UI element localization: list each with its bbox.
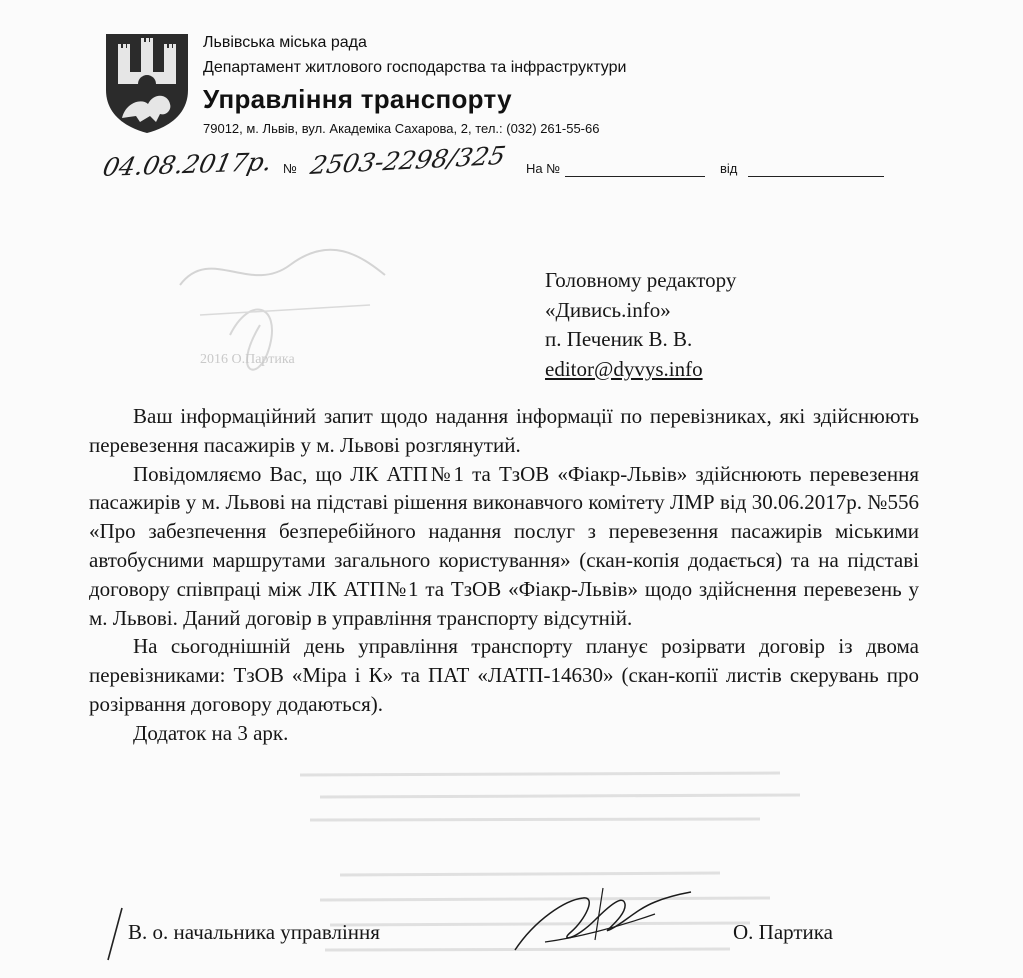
handwritten-reg-number: 2503-2298/325 (308, 140, 508, 181)
reference-date-label: від (720, 161, 738, 176)
addressee-position: Головному редактору (545, 268, 737, 292)
reference-number-label: На № (526, 161, 561, 176)
reference-number-blank (565, 176, 705, 177)
body-paragraph-3: На сьогоднішній день управління транспорту планує розірвати договір із двома перевізниками: ТзОВ «Міра і К» та ПАТ «ЛАТП-14630» (скан-копії листів скерувань про розірвання договору додаються). (89, 634, 919, 716)
handwritten-date: 04.08.2017р. (100, 147, 275, 182)
signatory-name: О. Партика (733, 920, 833, 944)
lviv-coat-of-arms-icon (104, 32, 190, 134)
bleed-through-text: 2016 О.Партика (200, 352, 295, 367)
registration-line (100, 140, 900, 182)
addressee-email-link[interactable]: editor@dyvys.info (545, 356, 703, 381)
addressee-block (545, 266, 736, 384)
letter-body (89, 402, 919, 748)
unit-address: 79012, м. Львів, вул. Академіка Сахарова, 2, тел.: (032) 261-55-66 (203, 121, 600, 136)
council-name: Львівська міська рада (203, 34, 367, 51)
signatory-title: В. о. начальника управління (128, 920, 380, 944)
number-label: № (283, 161, 297, 176)
department-name: Департамент житлового господарства та інфраструктури (203, 59, 627, 76)
addressee-name: п. Печеник В. В. (545, 327, 693, 351)
reference-date-blank (748, 176, 884, 177)
handwritten-signature (505, 880, 695, 960)
addressee-outlet: «Дивись.info» (545, 297, 671, 322)
signature-slash-mark (104, 906, 126, 962)
body-paragraph-2: Повідомляємо Вас, що ЛК АТП№1 та ТзОВ «Фіакр-Львів» здійснюють перевезення пасажирів у м. Львові на підставі рішення виконавчого комітету ЛМР від 30.06.2017р. №556 «Про забезпечення безперебійного надання послуг з перевезення пасажирів міськими автобусними маршрутами загального користування» (скан-копія додається) та на підставі договору співпраці між ЛК АТП№1 та ТзОВ «Фіакр-Львів» щодо здійснення перевезень у м. Львові. Даний договір в управління транспорту відсутній. (89, 461, 919, 630)
body-paragraph-1: Ваш інформаційний запит щодо надання інформації по перевізниках, які здійснюють перевезення пасажирів у м. Львові розглянутий. (89, 404, 919, 457)
unit-name: Управління транспорту (203, 84, 512, 114)
attachment-note: Додаток на 3 арк. (133, 720, 289, 745)
